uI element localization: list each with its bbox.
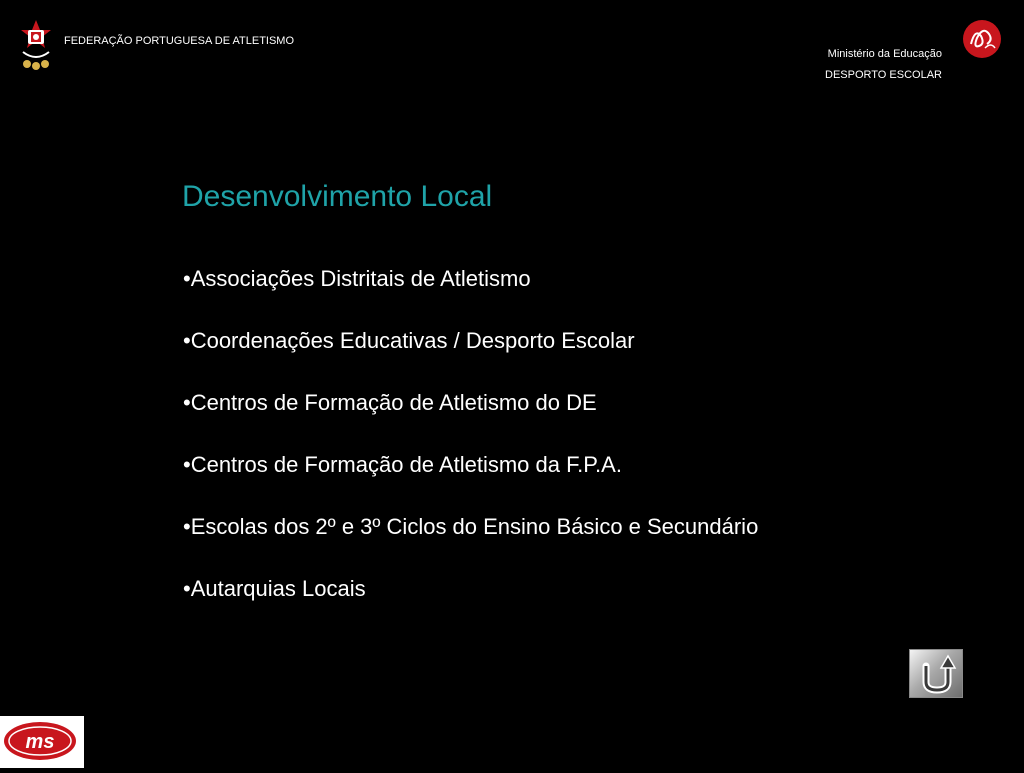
list-item: •Coordenações Educativas / Desporto Escolar bbox=[183, 328, 635, 353]
fpa-logo bbox=[18, 18, 54, 72]
return-button[interactable] bbox=[909, 649, 963, 698]
list-item: •Associações Distritais de Atletismo bbox=[183, 266, 531, 291]
ministry-block bbox=[825, 44, 942, 86]
bullet-list bbox=[183, 264, 758, 636]
list-item: •Autarquias Locais bbox=[183, 576, 366, 601]
desporto-escolar-label: DESPORTO ESCOLAR bbox=[825, 69, 942, 81]
ms-logo bbox=[0, 716, 84, 768]
list-item: •Centros de Formação de Atletismo do DE bbox=[183, 390, 597, 415]
return-arrow-icon bbox=[910, 650, 964, 699]
list-item: •Centros de Formação de Atletismo da F.P.A. bbox=[183, 452, 622, 477]
ministry-name: Ministério da Educação bbox=[827, 48, 942, 60]
federation-name: FEDERAÇÃO PORTUGUESA DE ATLETISMO bbox=[64, 35, 295, 47]
ms-logo-text: ms bbox=[25, 731, 55, 753]
desporto-escolar-logo bbox=[961, 18, 1003, 62]
list-item: •Escolas dos 2º e 3º Ciclos do Ensino Básico e Secundário bbox=[183, 514, 759, 539]
slide-title: Desenvolvimento Local bbox=[182, 180, 493, 213]
